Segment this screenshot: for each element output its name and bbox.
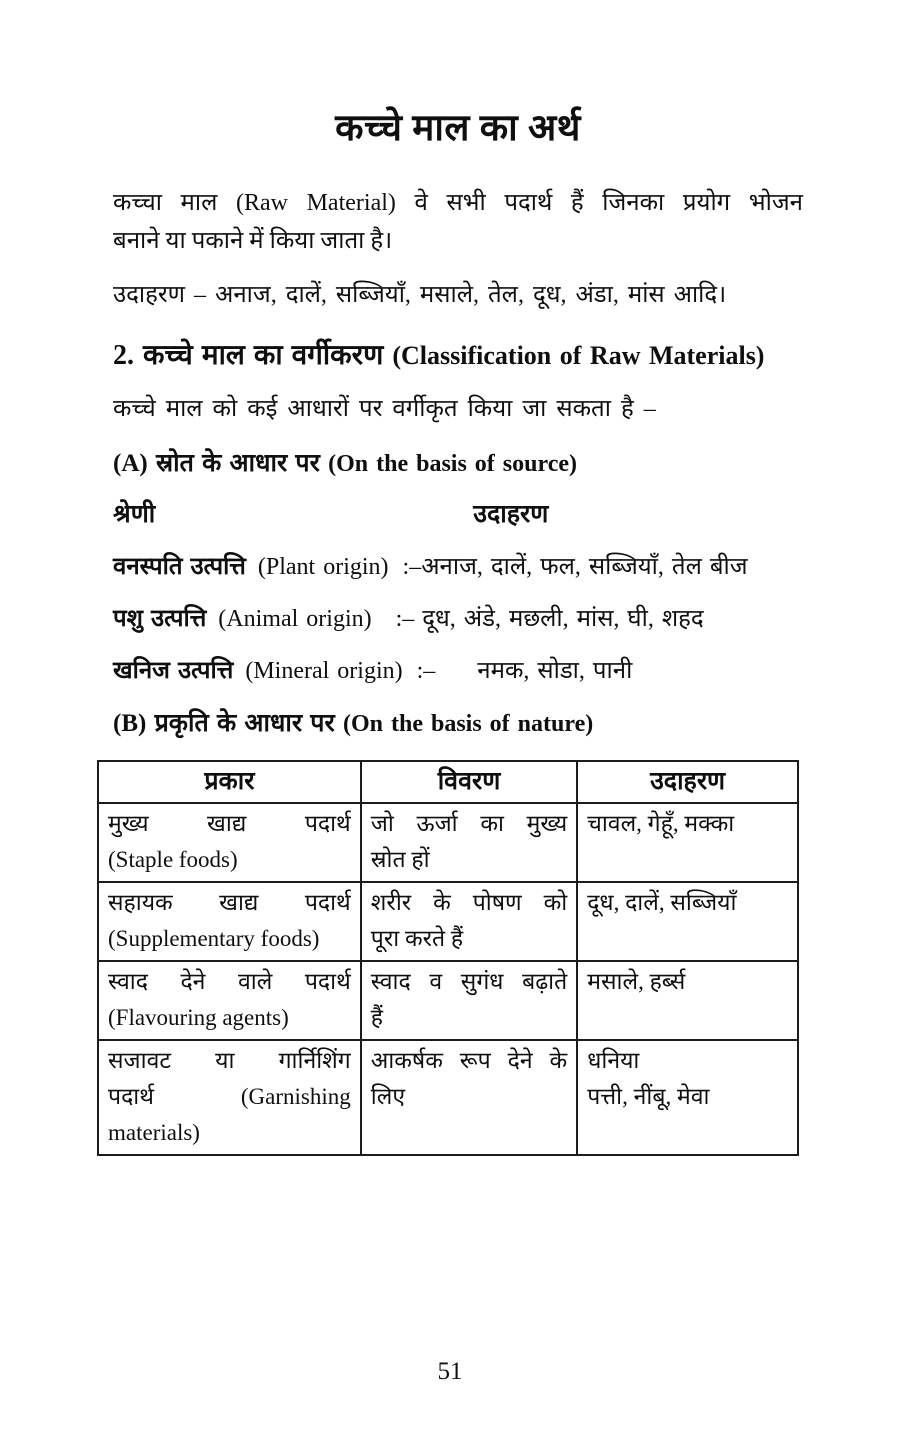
cell-examples-line: धनिया: [587, 1048, 640, 1073]
category-header-left: श्रेणी: [113, 501, 156, 528]
part-b-heading-english: (On the basis of nature): [342, 711, 594, 737]
origin-mineral-separator: :–: [416, 658, 436, 684]
cell-description: [361, 803, 577, 882]
category-header-right: उदाहरण: [473, 501, 549, 528]
origin-plant-separator: :–: [402, 554, 422, 580]
section-2-intro: कच्चे माल को कई आधारों पर वर्गीकृत किया जा सकता है –: [113, 396, 656, 422]
classification-table: [97, 760, 799, 1156]
cell-type: [98, 882, 361, 961]
table-row-garnishing: [98, 1040, 798, 1155]
table-header-type: प्रकार: [98, 761, 361, 803]
table-row-supplementary: [98, 882, 798, 961]
table-row-staple: [98, 803, 798, 882]
cell-description-line: जो ऊर्जा का मुख्य: [370, 811, 568, 836]
cell-description-line: शरीर के पोषण को: [370, 890, 568, 915]
origin-animal-examples: दूध, अंडे, मछली, मांस, घी, शहद: [422, 606, 704, 632]
origin-plant-examples: अनाज, दालें, फल, सब्जियाँ, तेल बीज: [421, 554, 748, 580]
part-b-heading: [113, 704, 803, 744]
intro-line-2: बनाने या पकाने में किया जाता है।: [113, 228, 393, 254]
table-header-description: विवरण: [361, 761, 577, 803]
section-2-heading: [113, 334, 803, 378]
cell-description-line: स्रोत हों: [370, 847, 430, 872]
cell-description: [361, 1040, 577, 1155]
origin-item-animal: [113, 600, 803, 638]
intro-paragraph: [113, 184, 803, 260]
cell-examples: [577, 882, 798, 961]
cell-type-line: materials): [108, 1120, 200, 1145]
section-2-heading-english: (Classification of Raw Materials): [392, 341, 765, 370]
page-content: [0, 104, 900, 1156]
origin-animal-separator: :–: [395, 606, 415, 632]
origin-item-plant: [113, 548, 803, 586]
cell-examples: [577, 961, 798, 1040]
cell-description-line: आकर्षक रूप देने के: [370, 1048, 568, 1073]
table-row-flavouring: [98, 961, 798, 1040]
cell-type-english: (Staple foods): [108, 847, 238, 872]
origin-animal-label: पशु उत्पत्ति: [113, 606, 207, 632]
cell-examples-line: मसाले, हर्ब्स: [587, 969, 686, 994]
part-a-heading-hindi: स्रोत के आधार पर: [155, 450, 320, 477]
cell-examples-line: पत्ती, नींबू, मेवा: [587, 1084, 710, 1109]
intro-line-1: कच्चा माल (Raw Material) वे सभी पदार्थ हैं जिनका प्रयोग भोजन: [113, 190, 803, 216]
origin-mineral-label: खनिज उत्पत्ति: [113, 658, 234, 684]
cell-type-line: पदार्थ (Garnishing: [108, 1084, 351, 1109]
table-header-examples: उदाहरण: [577, 761, 798, 803]
cell-description-line: स्वाद व सुगंध बढ़ाते: [370, 969, 568, 994]
cell-type: [98, 961, 361, 1040]
cell-examples: [577, 803, 798, 882]
cell-type-english: (Supplementary foods): [108, 926, 320, 951]
section-2-heading-hindi: कच्चे माल का वर्गीकरण: [143, 340, 384, 371]
origin-mineral-latin: (Mineral origin): [245, 658, 403, 684]
page-number: 51: [437, 1358, 463, 1385]
cell-type-hindi: स्वाद देने वाले पदार्थ: [108, 969, 351, 994]
cell-type: [98, 1040, 361, 1155]
part-a-heading: [113, 444, 803, 484]
page-title: कच्चे माल का अर्थ: [335, 108, 581, 149]
cell-type-english: (Flavouring agents): [108, 1005, 289, 1030]
cell-description: [361, 882, 577, 961]
part-b-heading-hindi: प्रकृति के आधार पर: [154, 710, 335, 737]
origin-item-mineral: [113, 652, 803, 690]
origin-plant-latin: (Plant origin): [257, 554, 389, 580]
category-header-row: [113, 496, 803, 534]
cell-description-line: पूरा करते हैं: [370, 926, 464, 951]
cell-examples: [577, 1040, 798, 1155]
cell-type-hindi: सहायक खाद्य पदार्थ: [108, 890, 351, 915]
cell-type-hindi: मुख्य खाद्य पदार्थ: [108, 811, 351, 836]
origin-plant-label: वनस्पति उत्पत्ति: [113, 554, 246, 580]
cell-description: [361, 961, 577, 1040]
cell-examples-line: दूध, दालें, सब्जियाँ: [587, 890, 737, 915]
part-a-heading-english: (On the basis of source): [328, 451, 577, 477]
cell-description-line: लिए: [370, 1084, 406, 1109]
part-b-label: (B): [113, 710, 147, 737]
example-line: उदाहरण – अनाज, दालें, सब्जियाँ, मसाले, तेल, दूध, अंडा, मांस आदि।: [113, 282, 727, 308]
cell-type: [98, 803, 361, 882]
table-header-row: [98, 761, 798, 803]
cell-examples-line: चावल, गेहूँ, मक्का: [587, 811, 735, 836]
section-2-number: 2.: [113, 340, 134, 371]
cell-description-line: हैं: [370, 1005, 383, 1030]
part-a-label: (A): [113, 450, 148, 477]
origin-animal-latin: (Animal origin): [218, 606, 372, 632]
origin-mineral-examples: नमक, सोडा, पानी: [477, 658, 633, 684]
cell-type-line: सजावट या गार्निशिंग: [108, 1048, 351, 1073]
